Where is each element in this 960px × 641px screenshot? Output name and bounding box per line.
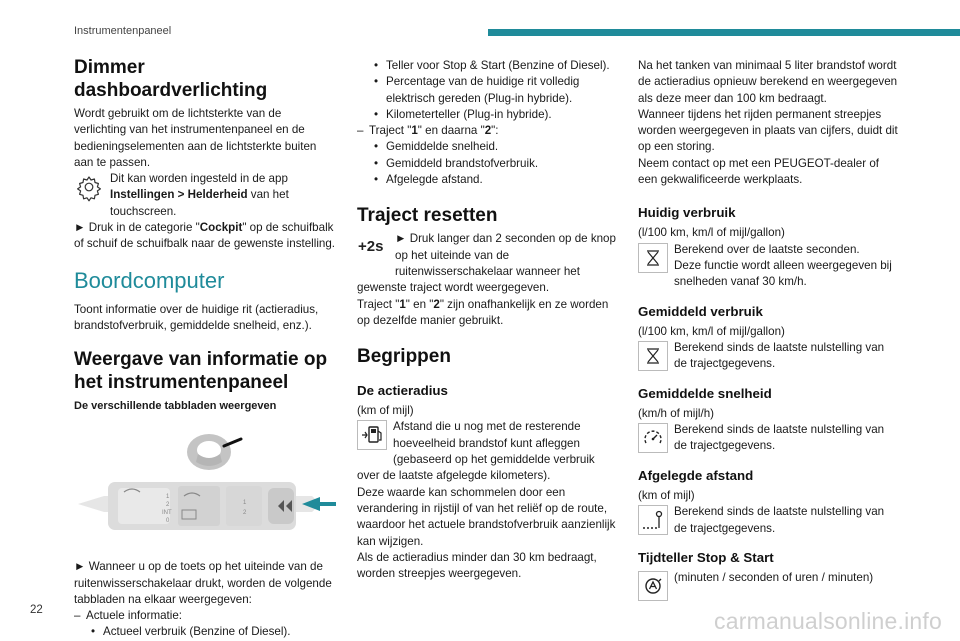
dimmer-note — [74, 171, 336, 220]
distance-unit: (km of mijl) — [638, 489, 695, 503]
avg-speed-block — [638, 422, 900, 455]
dimmer-intro: Wordt gebruikt om de lichtsterkte van de verlichting van het instrumentenpaneel en de bedieningselementen aan de lichtsterkte buiten aan te passen. — [74, 107, 317, 169]
range-block — [357, 419, 619, 484]
watermark: carmanualsonline.info — [714, 608, 942, 634]
distance-flag-icon — [638, 505, 668, 535]
running-header: Instrumentenpaneel — [74, 25, 172, 37]
consumption-icon — [638, 243, 668, 273]
wiper-stalk-illustration — [74, 426, 336, 549]
press-2s-label: +2s — [358, 238, 384, 256]
list-item: • Kilometerteller (Plug-in hybride). — [357, 107, 619, 123]
stalk-mark-1b: 1 — [243, 500, 247, 507]
refuel-text-3: Neem contact op met een PEUGEOT-dealer of een gekwalificeerde werkplaats. — [638, 156, 880, 187]
distance-title: Afgelegde afstand — [638, 468, 754, 484]
stalk-mark-2b: 2 — [243, 510, 247, 517]
stalk-mark-1: 1 — [166, 494, 170, 501]
press-text: ► Wanneer u op de toets op het uiteinde van de ruitenwisserschakelaar drukt, worden de volgende tabbladen na elkaar weergegeven: — [74, 560, 332, 606]
boordcomputer-title: Boordcomputer — [74, 267, 225, 293]
press-2s-icon — [357, 232, 389, 262]
list-item: – Actuele informatie: — [74, 608, 336, 624]
tabs-list — [357, 58, 619, 188]
reset-title: Traject resetten — [357, 205, 498, 227]
consumption-icon — [638, 341, 668, 371]
avg-speed-title: Gemiddelde snelheid — [638, 385, 772, 401]
column-2 — [357, 58, 619, 582]
header-accent-bar — [488, 29, 960, 36]
stalk-mark-int: INT — [162, 510, 172, 517]
list-item: • Gemiddeld brandstofverbruik. — [357, 156, 619, 172]
reset-text: ► Druk langer dan 2 seconden op de knop op het uiteinde van de ruitenwisserschakelaar wanneer het gewenste traject wordt weergegeven. — [357, 232, 616, 295]
speedometer-icon — [638, 423, 668, 453]
display-title: Weergave van informatie op het instrumentenpaneel — [74, 349, 328, 394]
list-item: – Traject "1" en daarna "2": — [357, 123, 619, 139]
current-consumption-text: Berekend over de laatste seconden. Deze functie wordt alleen weergegeven bij snelheden vanaf 30 km/h. — [674, 242, 892, 289]
stalk-mark-2: 2 — [166, 502, 170, 509]
stop-start-block — [638, 570, 900, 586]
current-consumption-title: Huidig verbruik — [638, 205, 736, 221]
refuel-text: Na het tanken van minimaal 5 liter brandstof wordt de actieradius opnieuw berekend en weergegeven als deze meer dan 100 km bedraagt. — [638, 59, 898, 105]
boordcomputer-intro: Toont informatie over de huidige rit (actieradius, brandstofverbruik, gemiddelde snelheid, enz.). — [74, 302, 319, 332]
range-text-3: Als de actieradius minder dan 30 km bedraagt, worden streepjes weergegeven. — [357, 550, 597, 581]
column-1 — [74, 48, 336, 641]
column-3 — [638, 58, 900, 603]
range-text: Afstand die u nog met de resterende hoeveelheid brandstof kunt afleggen (gebaseerd op het gemiddelde verbruik over de laatste afgelegde kilometers). — [357, 420, 595, 483]
distance-text: Berekend sinds de laatste nulstelling van de trajectgegevens. — [674, 505, 885, 535]
distance-block — [638, 504, 900, 537]
avg-consumption-text: Berekend sinds de laatste nulstelling van de trajectgegevens. — [674, 340, 885, 371]
gear-icon — [74, 172, 104, 202]
refuel-text-2: Wanneer tijdens het rijden permanent streepjes worden weergegeven in plaats van cijfers, duidt dit op een storing. — [638, 107, 898, 154]
avg-consumption-title: Gemiddeld verbruik — [638, 303, 763, 319]
reset-block — [357, 231, 619, 296]
current-info-list — [74, 608, 336, 641]
range-text-2: Deze waarde kan schommelen door een verandering in rijstijl of van het reliëf op de route, waardoor het actuele brandstofverbruik aanzienlijk kan wijzigen. — [357, 485, 616, 548]
stop-start-icon — [638, 571, 668, 601]
avg-speed-text: Berekend sinds de laatste nulstelling van de trajectgegevens. — [674, 423, 885, 453]
list-item: • Gemiddelde snelheid. — [357, 139, 619, 155]
dimmer-note-text: Dit kan worden ingesteld in de app Instellingen > Helderheid van het touchscreen. — [110, 172, 289, 218]
current-consumption-block — [638, 242, 900, 291]
list-item: • Afgelegde afstand. — [357, 172, 619, 188]
list-item: • Actueel verbruik (Benzine of Diesel). — [74, 624, 336, 640]
dimmer-step: ► Druk in de categorie "Cockpit" op de schuifbalk of schuif de schuifbalk naar de gewenste instelling. — [74, 221, 336, 251]
range-unit: (km of mijl) — [357, 404, 414, 418]
stop-start-unit: (minuten / seconden of uren / minuten) — [674, 571, 874, 585]
fuel-pump-icon — [357, 420, 387, 450]
stop-start-title: Tijdteller Stop & Start — [638, 550, 774, 566]
avg-consumption-block — [638, 340, 900, 373]
stalk-mark-0: 0 — [166, 518, 170, 525]
list-item: • Percentage van de huidige rit volledig elektrisch gereden (Plug-in hybride). — [357, 74, 619, 107]
current-consumption-unit: (l/100 km, km/l of mijl/gallon) — [638, 226, 785, 240]
reset-text-2: Traject "1" en "2" zijn onafhankelijk en ze worden op dezelfde manier gebruikt. — [357, 297, 609, 327]
avg-consumption-unit: (l/100 km, km/l of mijl/gallon) — [638, 324, 785, 338]
dimmer-title: Dimmer dashboardverlichting — [74, 57, 268, 101]
terms-title: Begrippen — [357, 346, 451, 368]
avg-speed-unit: (km/h of mijl/h) — [638, 406, 715, 420]
range-title: De actieradius — [357, 383, 448, 399]
tabs-label: De verschillende tabbladen weergeven — [74, 400, 277, 413]
list-item: • Teller voor Stop & Start (Benzine of Diesel). — [357, 58, 619, 74]
page-number: 22 — [30, 604, 43, 616]
